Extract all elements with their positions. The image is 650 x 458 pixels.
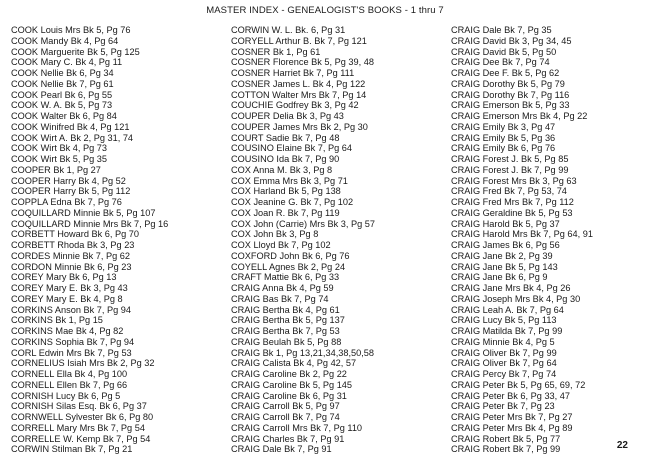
page-title: MASTER INDEX - GENEALOGIST'S BOOKS - 1 thru 7 <box>206 5 444 16</box>
index-entry: COOK Wirt Bk 5, Pg 35 <box>11 154 107 164</box>
index-entry: CRAIG Bertha Bk 7, Pg 53 <box>231 326 340 336</box>
index-entry: COSNER James L. Bk 4, Pg 122 <box>231 78 366 89</box>
index-entry: COOK Louis Mrs Bk 5, Pg 76 <box>11 25 131 35</box>
index-entry: COX John (Carrie) Mrs Bk 3, Pg 57 <box>231 218 375 229</box>
index-entry: CRAIG Caroline Bk 6, Pg 31 <box>231 390 347 401</box>
index-entry: CORNELL Ellen Bk 7, Pg 66 <box>11 379 128 390</box>
index-entry: CORBETT Rhoda Bk 3, Pg 23 <box>11 240 135 250</box>
index-entry: CRAIG Jane Mrs Bk 4, Pg 26 <box>451 283 571 293</box>
index-entry: COREY Mary E. Bk 3, Pg 43 <box>11 283 128 293</box>
index-entry: COREY Mary Bk 6, Pg 13 <box>11 272 117 283</box>
index-entry: CRAIG Anna Bk 4, Pg 59 <box>231 283 334 293</box>
index-entry: COOPER Harry Bk 5, Pg 112 <box>11 186 131 197</box>
index-entry: COOK Mary C. Bk 4, Pg 11 <box>11 57 123 68</box>
index-entry: COOK Pearl Bk 6, Pg 55 <box>11 89 113 100</box>
index-column-2 <box>231 25 441 455</box>
index-entry: COREY Mary E. Bk 4, Pg 8 <box>11 293 123 304</box>
index-entry: COOK Wirt A. Bk 2, Pg 31, 74 <box>11 132 134 143</box>
index-entry: CORNWELL Sylvester Bk 6, Pg 80 <box>11 412 154 422</box>
index-entry: CRAIG Robert Bk 5, Pg 77 <box>451 433 561 444</box>
index-entry: CRAIG Jane Bk 2, Pg 39 <box>451 250 553 261</box>
index-entry: COQUILLARD Minnie Mrs Bk 7, Pg 16 <box>11 218 169 229</box>
index-column-3 <box>451 25 650 455</box>
index-entry: CORNISH Silas Esq. Bk 6, Pg 37 <box>11 401 147 412</box>
index-entry: CRAIG Matilda Bk 7, Pg 99 <box>451 326 563 336</box>
index-entry: COX Emma Mrs Bk 3, Pg 71 <box>231 175 348 186</box>
index-entry: COTTON Walter Mrs Bk 7, Pg 14 <box>231 89 367 100</box>
index-entry: COOK Winifred Bk 4, Pg 121 <box>11 121 130 132</box>
index-entry: CRAIG Fred Mrs Bk 7, Pg 112 <box>451 197 574 207</box>
index-entry: CRAIG Dale Bk 7, Pg 35 <box>451 25 552 35</box>
index-entry: COOK Mandy Bk 4, Pg 64 <box>11 35 119 46</box>
index-entry: COOK Walter Bk 6, Pg 84 <box>11 111 117 121</box>
index-entry: CORKINS Mae Bk 4, Pg 82 <box>11 326 124 336</box>
index-entry: COX John Bk 3, Pg 8 <box>231 229 319 240</box>
index-entry: CRAIG Carroll Mrs Bk 7, Pg 110 <box>231 422 363 433</box>
index-entry: COOPER Bk 1, Pg 27 <box>11 164 101 175</box>
index-entry: CORRELL Mary Mrs Bk 7, Pg 54 <box>11 422 145 433</box>
index-entry: COUSINO Elaine Bk 7, Pg 64 <box>231 143 353 154</box>
index-entry: CORNELIUS Isiah Mrs Bk 2, Pg 32 <box>11 358 155 369</box>
index-entry: CRAIG Forest J. Bk 7, Pg 99 <box>451 164 569 175</box>
index-entry: CRAIG Emily Bk 5, Pg 36 <box>451 132 556 143</box>
index-entry: COX Harland Bk 5, Pg 138 <box>231 186 341 197</box>
index-entry: CRAIG Bk 1, Pg 13,21,34,38,50,58 <box>231 347 375 358</box>
index-entry: CRAIG Fred Bk 7, Pg 53, 74 <box>451 186 567 197</box>
index-entry: CORWIN Stilman Bk 7, Pg 21 <box>11 444 133 455</box>
index-entry: COYELL Agnes Bk 2, Pg 24 <box>231 261 346 272</box>
index-entry: CRAIG Jane Bk 6, Pg 9 <box>451 272 548 283</box>
index-entry: COOPER Harry Bk 4, Pg 52 <box>11 175 126 186</box>
index-entry: CORDES Minnie Bk 7, Pg 62 <box>11 250 130 261</box>
index-entry: CRAIG Caroline Bk 2, Pg 22 <box>231 369 347 379</box>
index-entry: CRAIG Joseph Mrs Bk 4, Pg 30 <box>451 293 581 304</box>
index-entry: CORWIN W. L. Bk. 6, Pg 31 <box>231 25 346 35</box>
index-entry: COXFORD John Bk 6, Pg 76 <box>231 250 350 261</box>
index-entry: COX Jeanine G. Bk 7, Pg 102 <box>231 197 354 207</box>
index-entry: CRAIG Oliver Bk 7, Pg 99 <box>451 347 557 358</box>
index-entry: CRAIG Emily Bk 6, Pg 76 <box>451 143 556 154</box>
index-entry: COSNER Bk 1, Pg 61 <box>231 46 321 57</box>
index-entry: CRAIG Oliver Bk 7, Pg 64 <box>451 358 557 369</box>
index-entry: CRAIG Calista Bk 4, Pg 42, 57 <box>231 358 357 369</box>
index-entry: CRAFT Mattie Bk 6, Pg 33 <box>231 272 340 283</box>
index-entry: COOK W. A. Bk 5, Pg 73 <box>11 100 113 111</box>
index-entry: CORBETT Howard Bk 6, Pg 70 <box>11 229 139 240</box>
index-entry: CRAIG Jane Bk 5, Pg 143 <box>451 261 558 272</box>
index-entry: CRAIG Percy Bk 7, Pg 74 <box>451 369 557 379</box>
index-entry: CRAIG Dee F. Bk 5, Pg 62 <box>451 68 560 78</box>
index-column-1 <box>11 25 221 455</box>
index-entry: CRAIG Peter Mrs Bk 4, Pg 89 <box>451 422 573 433</box>
index-entry: COUCHIE Godfrey Bk 3, Pg 42 <box>231 100 359 111</box>
index-entry: COQUILLARD Minnie Bk 5, Pg 107 <box>11 207 156 218</box>
index-entry: COOK Nellie Bk 6, Pg 34 <box>11 68 114 78</box>
index-entry: COPPLA Edna Bk 7, Pg 76 <box>11 197 122 207</box>
index-entry: CRAIG David Bk 3, Pg 34, 45 <box>451 35 572 46</box>
index-entry: CRAIG Caroline Bk 5, Pg 145 <box>231 379 353 390</box>
index-entry: CRAIG Dorothy Bk 7, Pg 116 <box>451 89 570 100</box>
index-entry: CRAIG Dale Bk 7, Pg 91 <box>231 444 332 455</box>
page-number: 22 <box>616 440 628 451</box>
index-entry: COURT Sadie Bk 7, Pg 48 <box>231 132 340 143</box>
index-entry: CRAIG Emerson Bk 5, Pg 33 <box>451 100 570 111</box>
index-entry: COX Joan R. Bk 7, Pg 119 <box>231 207 340 218</box>
index-entry: CORNISH Lucy Bk 6, Pg 5 <box>11 390 121 401</box>
index-entry: CRAIG Harold Mrs Bk 7, Pg 64, 91 <box>451 229 593 240</box>
index-entry: COSNER Harriet Bk 7, Pg 111 <box>231 68 355 78</box>
index-entry: CRAIG Forest J. Bk 5, Pg 85 <box>451 154 569 164</box>
index-entry: COX Lloyd Bk 7, Pg 102 <box>231 240 331 250</box>
index-entry: CRAIG James Bk 6, Pg 56 <box>451 240 560 250</box>
index-entry: CRAIG Dee Bk 7, Pg 74 <box>451 57 550 68</box>
index-entry: CRAIG Emerson Mrs Bk 4, Pg 22 <box>451 111 588 121</box>
index-entry: CORNELL Ella Bk 4, Pg 100 <box>11 369 128 379</box>
index-entry: CRAIG Charles Bk 7, Pg 91 <box>231 433 345 444</box>
index-entry: CORKINS Anson Bk 7, Pg 94 <box>11 304 132 315</box>
index-entry: CRAIG Peter Bk 6, Pg 33, 47 <box>451 390 570 401</box>
index-entry: COSNER Florence Bk 5, Pg 39, 48 <box>231 57 374 68</box>
index-entry: CRAIG Bertha Bk 5, Pg 137 <box>231 315 345 326</box>
index-entry: CRAIG Geraldine Bk 5, Pg 53 <box>451 207 573 218</box>
index-entry: CORRELLE W. Kemp Bk 7, Pg 54 <box>11 433 151 444</box>
index-entry: COOK Wirt Bk 4, Pg 73 <box>11 143 107 154</box>
index-entry: CRAIG Lucy Bk 5, Pg 113 <box>451 315 557 326</box>
index-entry: CRAIG Harold Bk 5, Pg 37 <box>451 218 560 229</box>
index-entry: COOK Nellie Bk 7, Pg 61 <box>11 78 114 89</box>
index-entry: CRAIG Emily Bk 3, Pg 47 <box>451 121 556 132</box>
index-entry: CRAIG Carroll Bk 7, Pg 74 <box>231 412 340 422</box>
index-entry: CRAIG Peter Mrs Bk 7, Pg 27 <box>451 412 573 422</box>
index-entry: CORDON Minnie Bk 6, Pg 23 <box>11 261 132 272</box>
index-entry: CORL Edwin Mrs Bk 7, Pg 53 <box>11 347 132 358</box>
index-entry: COUPER James Mrs Bk 2, Pg 30 <box>231 121 368 132</box>
index-entry: CRAIG Dorothy Bk 5, Pg 79 <box>451 78 565 89</box>
index-entry: COUSINO Ida Bk 7, Pg 90 <box>231 154 340 164</box>
index-entry: COOK Marguerite Bk 5, Pg 125 <box>11 46 140 57</box>
index-entry: COX Anna M. Bk 3, Pg 8 <box>231 164 333 175</box>
index-entry: CORKINS Bk 1, Pg 15 <box>11 315 103 326</box>
index-entry: CORKINS Sophia Bk 7, Pg 94 <box>11 336 135 347</box>
index-entry: CRAIG Bas Bk 7, Pg 74 <box>231 293 329 304</box>
index-entry: CRAIG Minnie Bk 4, Pg 5 <box>451 336 555 347</box>
index-entry: CRAIG Peter Bk 7, Pg 23 <box>451 401 555 412</box>
index-entry: CRAIG Peter Bk 5, Pg 65, 69, 72 <box>451 379 586 390</box>
index-entry: CRAIG Forest Mrs Bk 3, Pg 63 <box>451 175 577 186</box>
index-entry: CRAIG Beulah Bk 5, Pg 88 <box>231 336 342 347</box>
index-entry: COUPER Delia Bk 3, Pg 43 <box>231 111 344 121</box>
index-entry: CRAIG Robert Bk 7, Pg 99 <box>451 444 561 455</box>
index-entry: CRAIG Bertha Bk 4, Pg 61 <box>231 304 340 315</box>
index-entry: CRAIG Carroll Bk 5, Pg 97 <box>231 401 340 412</box>
index-entry: CRAIG Leah A. Bk 7, Pg 64 <box>451 304 564 315</box>
index-entry: CRAIG David Bk 5, Pg 50 <box>451 46 557 57</box>
index-entry: CORYELL Arthur B. Bk 7, Pg 121 <box>231 35 367 46</box>
